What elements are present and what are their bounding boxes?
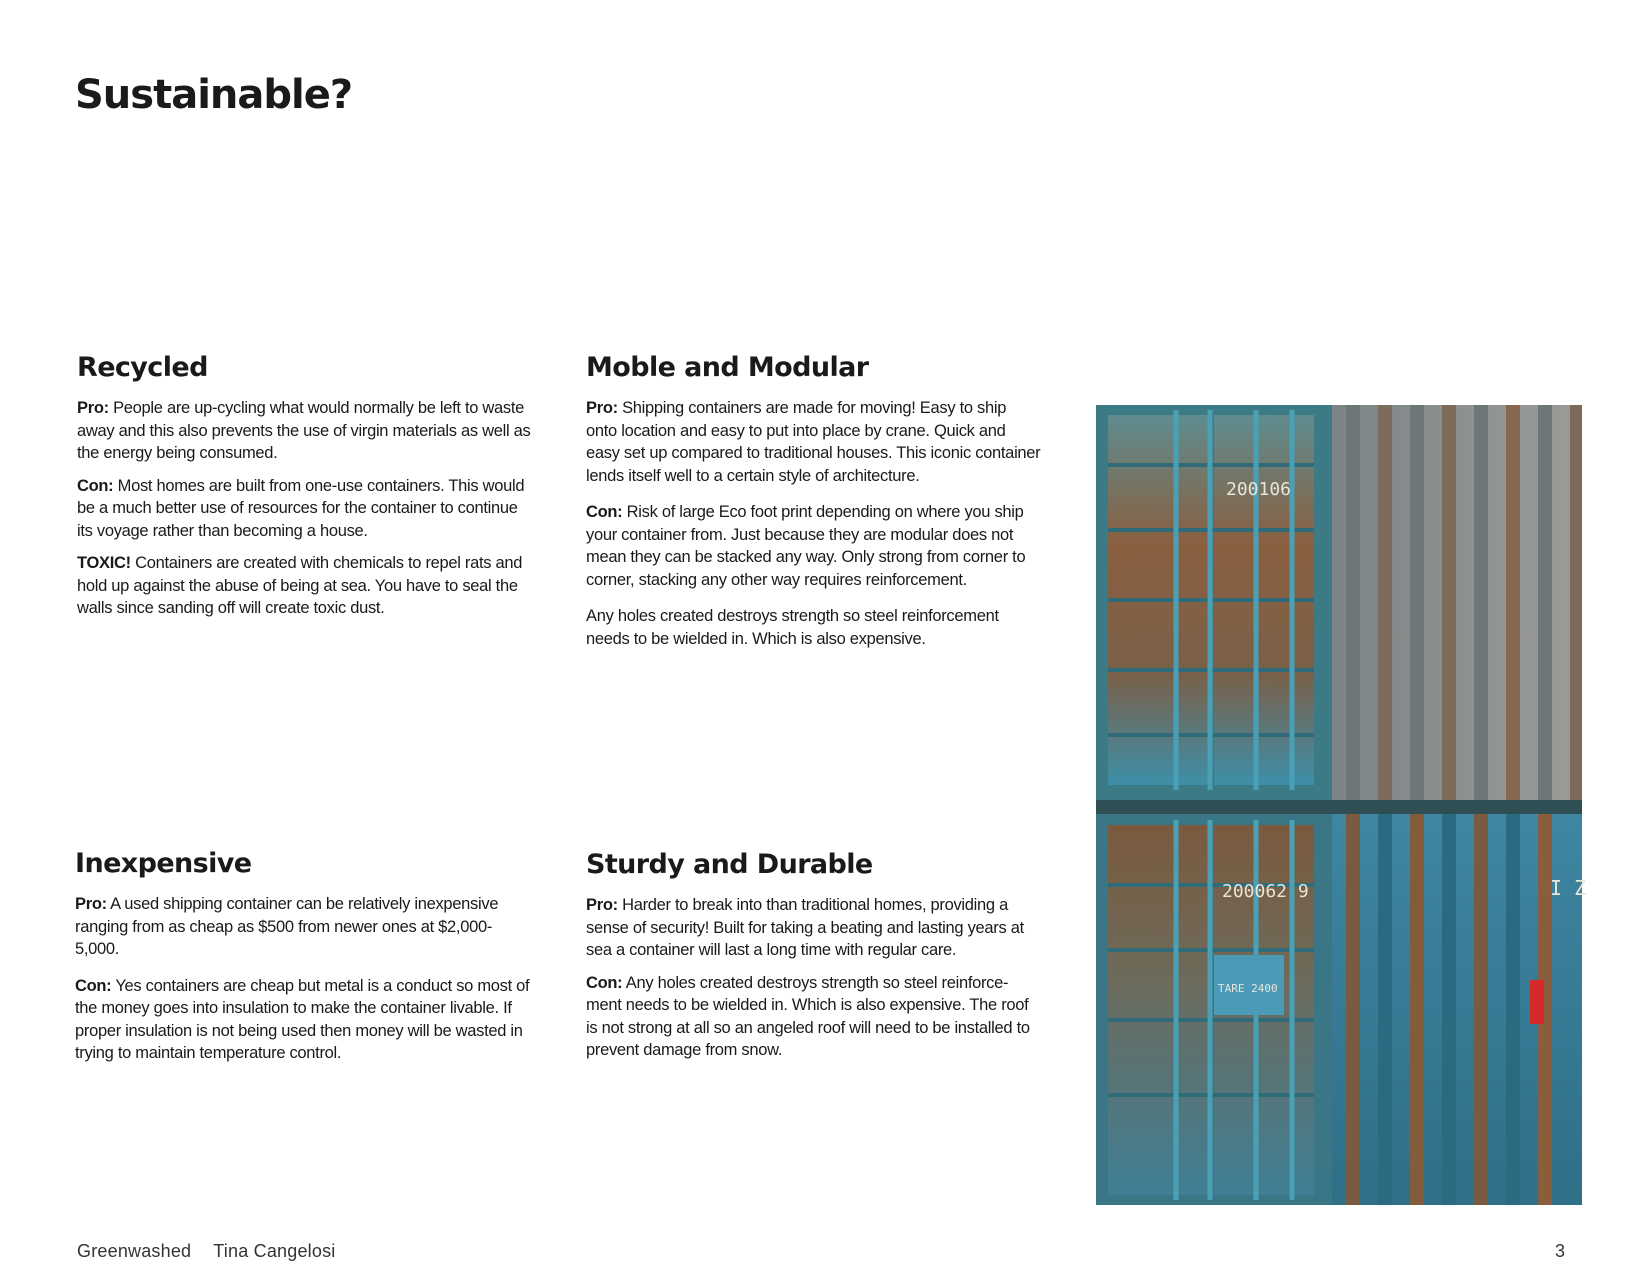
pro-label: Pro: bbox=[77, 399, 109, 417]
container-number-top: 200106 bbox=[1226, 479, 1292, 500]
container-number-bottom: 200062 9 bbox=[1222, 881, 1309, 902]
pro-paragraph bbox=[586, 894, 1041, 962]
toxic-text: Containers are created with chemicals to repel rats and hold up against the abuse of being at sea. You have to seal the walls since sanding off will create toxic dust. bbox=[77, 554, 523, 617]
pro-label: Pro: bbox=[586, 896, 618, 914]
con-paragraph bbox=[77, 475, 532, 543]
con-paragraph bbox=[75, 975, 535, 1065]
con-label: Con: bbox=[75, 976, 112, 995]
container-seam bbox=[1096, 800, 1582, 814]
section-heading: Recycled bbox=[77, 352, 208, 383]
section-heading: Sturdy and Durable bbox=[586, 849, 873, 880]
pro-paragraph bbox=[75, 893, 535, 961]
footer bbox=[77, 1241, 335, 1262]
extra-paragraph: Any holes created destroys strength so steel reinforcement needs to be wielded in. Which is also expensive. bbox=[586, 607, 999, 648]
pro-label: Pro: bbox=[75, 895, 107, 913]
con-label: Con: bbox=[586, 503, 623, 521]
side-marking: I Z bbox=[1550, 876, 1587, 900]
container-illustration bbox=[1096, 405, 1587, 1205]
con-text: Yes containers are cheap but metal is a conduct so most of the money goes into insulation to make the container livable. If proper insulation is not being used then money will be wasted in trying to maintain temperature control. bbox=[75, 976, 530, 1062]
bottom-left-door-left bbox=[1108, 825, 1208, 1195]
footer-author: Tina Cangelosi bbox=[213, 1241, 336, 1261]
con-text: Any holes created destroys strength so steel reinforce-ment needs to be wielded in. Which is also expensive. The roof is not strong at all so an angeled roof will need to be installed to prevent damage from snow. bbox=[586, 973, 1030, 1059]
section-mobile-modular bbox=[586, 352, 1041, 660]
con-text: Most homes are built from one-use containers. This would be a much better use of resources for the container to continue its voyage rather than becoming a house. bbox=[77, 476, 525, 540]
pro-text: People are up-cycling what would normally be left to waste away and this also prevents the use of virgin materials as well as the energy being consumed. bbox=[77, 399, 531, 462]
red-marker bbox=[1530, 980, 1544, 1024]
page-number: 3 bbox=[1554, 1241, 1565, 1261]
pro-paragraph bbox=[586, 397, 1041, 487]
section-recycled bbox=[77, 352, 532, 630]
section-sturdy-durable bbox=[586, 849, 1041, 1072]
con-paragraph bbox=[586, 501, 1041, 591]
footer-publication: Greenwashed bbox=[77, 1241, 192, 1261]
section-heading: Inexpensive bbox=[75, 848, 252, 879]
con-label: Con: bbox=[586, 973, 623, 992]
con-label: Con: bbox=[77, 476, 114, 495]
toxic-paragraph bbox=[77, 552, 532, 620]
section-inexpensive bbox=[75, 848, 535, 1075]
page-title: Sustainable? bbox=[75, 72, 353, 118]
tare-label: TARE 2400 bbox=[1218, 982, 1278, 995]
toxic-label: TOXIC! bbox=[77, 554, 131, 572]
section-heading: Moble and Modular bbox=[586, 352, 869, 383]
pro-paragraph bbox=[77, 397, 532, 465]
pro-text: Shipping containers are made for moving! Easy to ship onto location and easy to put into place by crane. Quick and easy set up compared to traditional houses. This iconic container lends itself well to a certain style of architecture. bbox=[586, 399, 1041, 485]
pro-text: Harder to break into than traditional homes, providing a sense of security! Built for taking a beating and lasting years at sea a container will last a long time with regular care. bbox=[586, 896, 1024, 959]
pro-label: Pro: bbox=[586, 399, 618, 417]
shipping-container-photo bbox=[1096, 405, 1587, 1205]
con-paragraph bbox=[586, 972, 1041, 1062]
pro-text: A used shipping container can be relatively inexpensive ranging from as cheap as $500 from newer ones at $2,000-5,000. bbox=[75, 895, 499, 958]
con-text: Risk of large Eco foot print depending on where you ship your container from. Just because they are modular does not mean they can be stacked any way. Only strong from corner to corner, stacking any other way requires reinforcement. bbox=[586, 503, 1026, 589]
